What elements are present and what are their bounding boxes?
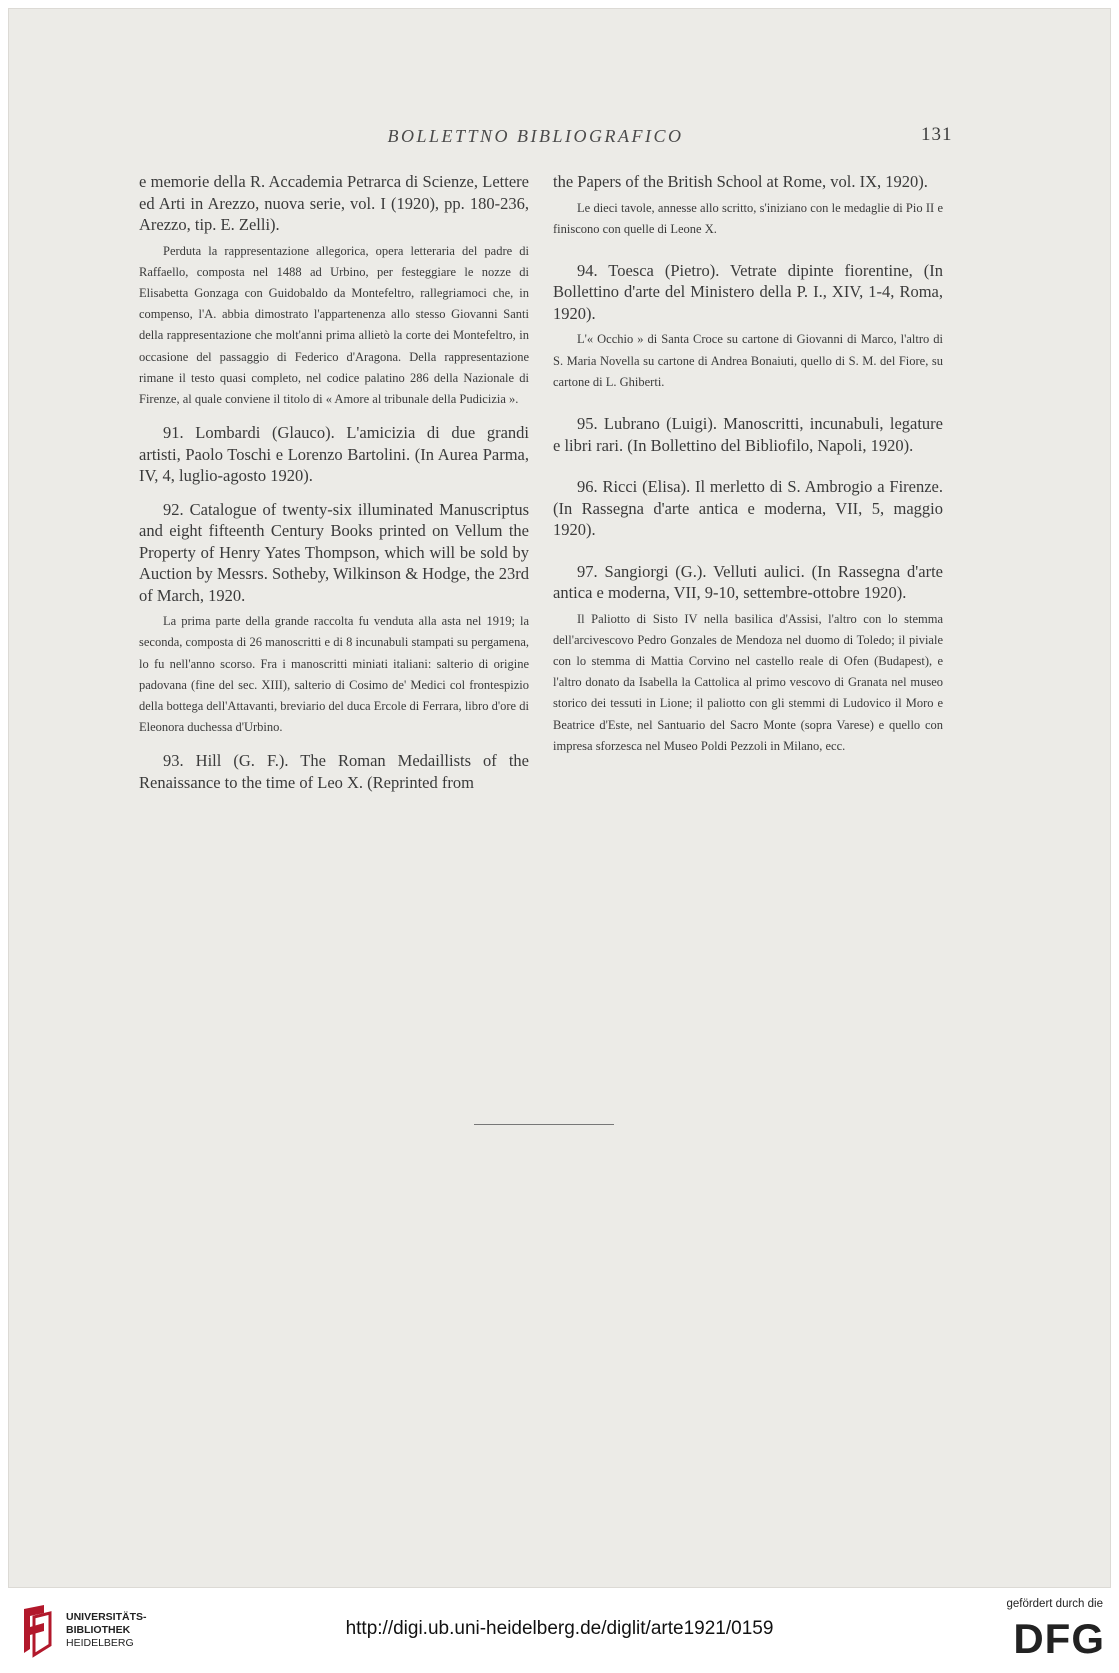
dfg-logo: DFG [1013,1615,1105,1662]
entry-continuation: the Papers of the British School at Rome, vol. IX, 1920). [553,172,928,191]
scanned-page [8,8,1111,1588]
permalink[interactable]: http://digi.ub.uni-heidelberg.de/diglit/arte1921/0159 [345,1618,774,1639]
running-head: BOLLETTNO BIBLIOGRAFICO [387,126,684,146]
page-number: 131 [921,124,953,145]
entry-91: 91. Lombardi (Glauco). L'amicizia di due grandi artisti, Paolo Toschi e Lorenzo Bartolini. (In Aurea Parma, IV, 4, luglio-agosto 1920). [139,423,529,486]
entry-note: La prima parte della grande raccolta fu venduta alla asta nel 1919; la seconda, composta di 26 manoscritti e di 8 incunabuli stampati su pergamena, lo fu nell'anno scorso. Fra i manoscritti miniati italiani: salterio di origine padovana (fine del sec. XIII), salterio di Cosimo de' Medici col frontespizio della bottega dell'Attavanti, breviario del duca Ercole di Ferrara, libro d'ore di Eleonora duchessa d'Urbino. [139,614,529,735]
entry-96: 96. Ricci (Elisa). Il merletto di S. Ambrogio a Firenze. (In Rassegna d'arte antica e moderna, VII, 5, maggio 1920). [553,477,943,540]
end-rule [474,1124,614,1125]
entry-94: 94. Toesca (Pietro). Vetrate dipinte fiorentine, (In Bollettino d'arte del Ministero della P. I., XIV, 1-4, Roma, 1920). [553,260,943,323]
footer-bar [0,1588,1119,1673]
entry-93: 93. Hill (G. F.). The Roman Medaillists of the Renaissance to the time of Leo X. (Reprinted from [139,751,529,792]
left-column [139,171,529,793]
entry-92: 92. Catalogue of twenty-six illuminated Manuscriptus and eight fifteenth Century Books printed on Vellum the Property of Henry Yates Thompson, which will be sold by Auction by Messrs. Sotheby, Wilkinson & Hodge, the 23rd of March, 1920. [139,499,529,605]
library-name: UNIVERSITÄTS- BIBLIOTHEK HEIDELBERG [66,1611,147,1649]
right-column [553,171,943,757]
entry-97: 97. Sangiorgi (G.). Velluti aulici. (In Rassegna d'arte antica e moderna, VII, 9-10, settembre-ottobre 1920). [553,561,943,603]
funded-by-label: gefördert durch die [1006,1598,1103,1610]
entry-note: Perduta la rappresentazione allegorica, opera letteraria del padre di Raffaello, composta nel 1488 ad Urbino, per festeggiare le nozze di Elisabetta Gonzaga con Guidobaldo da Montefeltro, rallegriamoci che, in compenso, l'A. abbia dimostrato l'appartenenza allo stesso Giovanni Santi della rappresentazione che molt'anni prima allietò la corte dei Montefeltro, in occasione del passaggio di Federico d'Aragona. Della rappresentazione rimane il testo quasi completo, nel codice palatino 286 della Nazionale di Firenze, al quale conviene il titolo di « Amore al tribunale della Pudicizia ». [139,243,529,406]
entry-note: Le dieci tavole, annesse allo scritto, s'iniziano con le medaglie di Pio II e finiscono con quelle di Leone X. [553,200,943,236]
entry-95: 95. Lubrano (Luigi). Manoscritti, incunabuli, legature e libri rari. (In Bollettino del Bibliofilo, Napoli, 1920). [553,414,943,455]
entry-note: Il Paliotto di Sisto IV nella basilica d'Assisi, l'altro con lo stemma dell'arcivescovo Pedro Gonzales de Mendoza nel duomo di Toledo; il piviale con lo stemma di Mattia Corvino nel castello reale di Ofen (Budapest), e l'altro donato da Isabella la Cattolica al primo vescovo di Granata nel museo storico dei tessuti in Lione; il paliotto con gli stemmi di Ludovico il Moro e Beatrice d'Este, nel Santuario del Sacro Monte (sopra Varese) e quello con impresa sforzesca nel Museo Poldi Pezzoli in Milano, ecc. [553,611,943,753]
entry-continuation: e memorie della R. Accademia Petrarca di Scienze, Lettere ed Arti in Arezzo, nuova serie, vol. I (1920), pp. 180-236, Arezzo, tip. E. Zelli). [139,172,529,234]
entry-note: L'« Occhio » di Santa Croce su cartone di Giovanni di Marco, l'altro di S. Maria Novella su cartone di Andrea Bonaiuti, quello di S. M. del Fiore, su cartone di L. Ghiberti. [553,332,943,389]
